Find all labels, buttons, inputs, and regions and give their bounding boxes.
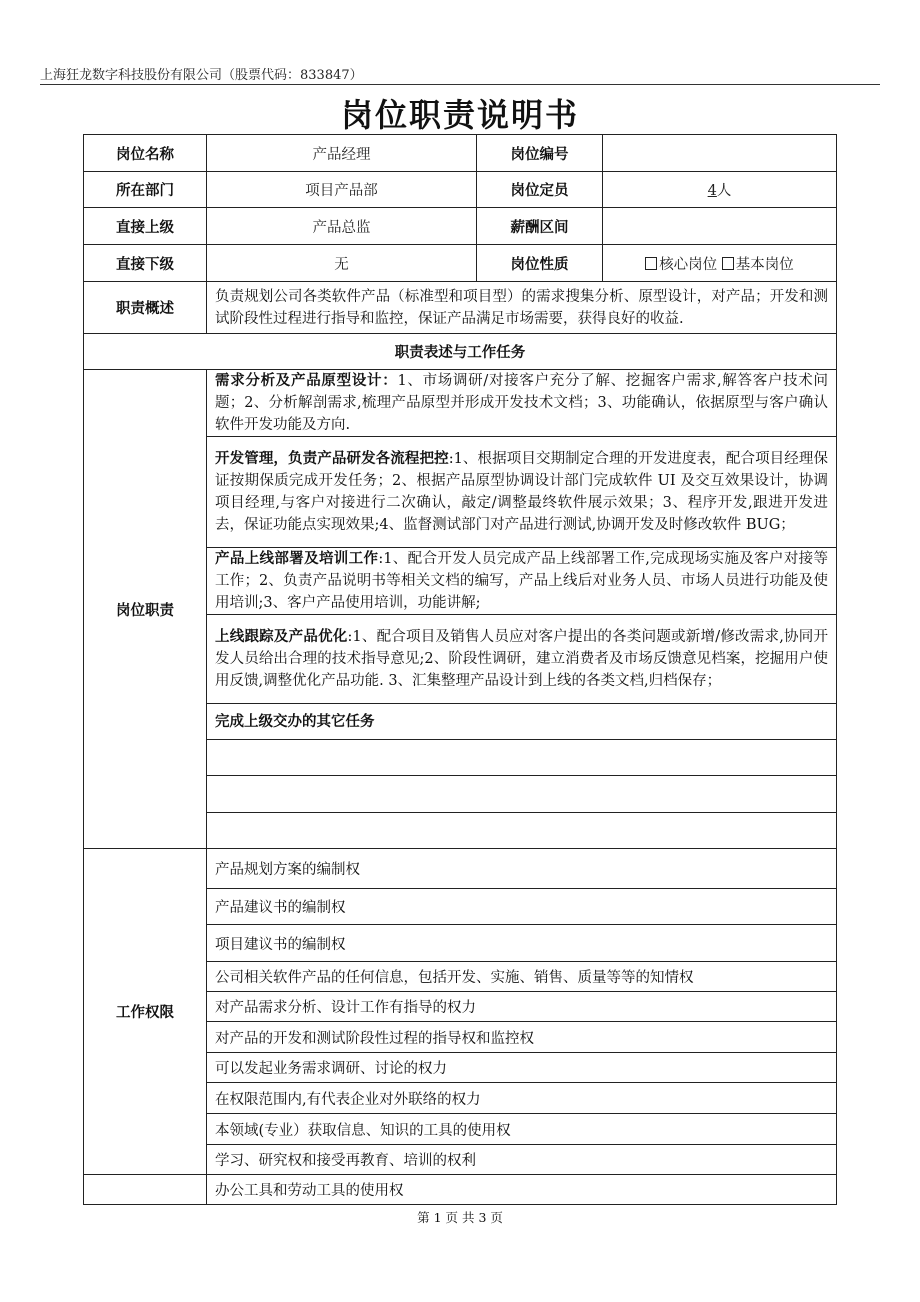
company-header: 上海狂龙数字科技股份有限公司（股票代码：833847）	[40, 68, 363, 83]
authority-item: 学习、研究权和接受再教育、培训的权利	[207, 1145, 837, 1175]
authority-item: 对产品的开发和测试阶段性过程的指导权和监控权	[207, 1022, 837, 1053]
core-position-option: 核心岗位	[659, 256, 718, 273]
authority-item: 可以发起业务需求调研、讨论的权力	[207, 1053, 837, 1083]
headcount-number: 4	[707, 183, 717, 199]
duty-title: 上线跟踪及产品优化	[215, 629, 348, 645]
blank-label-cell	[84, 1175, 207, 1205]
position-no-value	[603, 135, 837, 172]
authority-item: 办公工具和劳动工具的使用权	[207, 1175, 837, 1205]
duty-title: 完成上级交办的其它任务	[215, 713, 375, 730]
headcount-value	[603, 172, 837, 208]
duty-text: :1、配合开发人员完成产品上线部署工作,完成现场实施及客户对接等工作；2、负责产品说明书等相关文档的编写，产品上线后对业务人员、市场人员进行功能及使用培训;3、客户产品使用培训，功能讲解;	[215, 551, 829, 611]
salary-label: 薪酬区间	[477, 208, 603, 245]
job-description-table	[83, 134, 837, 1205]
core-position-checkbox[interactable]	[645, 257, 657, 270]
position-name-value: 产品经理	[207, 135, 477, 172]
authority-item: 产品建议书的编制权	[207, 889, 837, 925]
authority-item: 公司相关软件产品的任何信息，包括开发、实施、销售、质量等等的知情权	[207, 962, 837, 992]
superior-label: 直接上级	[84, 208, 207, 245]
page-title: 岗位职责说明书	[340, 96, 579, 134]
header-divider	[40, 84, 880, 85]
duty-item	[207, 615, 837, 704]
position-no-label: 岗位编号	[477, 135, 603, 172]
duty-text: 1、市场调研/对接客户充分了解、挖掘客户需求,解答客户技术问题；2、分析解剖需求,梳理产品原型并形成开发技术文档；3、功能确认，依据原型与客户确认软件开发功能及方向.	[215, 373, 829, 433]
duty-title: 产品上线部署及培训工作	[215, 551, 379, 567]
blank-row	[207, 776, 837, 813]
salary-value	[603, 208, 837, 245]
nature-options	[603, 245, 837, 282]
summary-text: 负责规划公司各类软件产品（标准型和项目型）的需求搜集分析、原型设计，对产品；开发和测试阶段性过程进行指导和监控，保证产品满足市场需要，获得良好的收益.	[207, 282, 837, 334]
duty-item	[207, 437, 837, 548]
duty-title: 开发管理，负责产品研发各流程把控	[215, 451, 449, 467]
page-footer: 第 1 页 共 3 页	[417, 1210, 503, 1225]
duty-item	[207, 370, 837, 437]
duty-item	[207, 704, 837, 740]
summary-label: 职责概述	[84, 282, 207, 334]
authority-item: 项目建议书的编制权	[207, 925, 837, 962]
duty-text: :1、根据项目交期制定合理的开发进度表，配合项目经理保证按期保质完成开发任务；2、根据产品原型协调设计部门完成软件 UI 及交互效果设计，协调项目经理,与客户对接进行二次确认，敲定/调整最终软件展示效果；3、程序开发,跟进开发进去，保证功能点实现效果;4、监督测试部门对产品进行测试,协调开发及时修改软件 BUG；	[215, 451, 829, 533]
position-name-label: 岗位名称	[84, 135, 207, 172]
superior-value: 产品总监	[207, 208, 477, 245]
headcount-unit: 人	[716, 183, 732, 199]
duties-label: 岗位职责	[84, 370, 207, 849]
blank-row	[207, 740, 837, 776]
department-label: 所在部门	[84, 172, 207, 208]
duty-title: 需求分析及产品原型设计：	[215, 373, 398, 389]
basic-position-checkbox[interactable]	[722, 257, 734, 270]
blank-row	[207, 813, 837, 849]
subordinate-value: 无	[207, 245, 477, 282]
duty-text: :1、配合项目及销售人员应对客户提出的各类问题或新增/修改需求,协同开发人员给出合理的技术指导意见;2、阶段性调研，建立消费者及市场反馈意见档案，挖掘用户使用反馈,调整优化产品功能. 3、汇集整理产品设计到上线的各类文档,归档保存；	[215, 629, 828, 689]
department-value: 项目产品部	[207, 172, 477, 208]
authority-label: 工作权限	[84, 849, 207, 1175]
subordinate-label: 直接下级	[84, 245, 207, 282]
authority-item: 对产品需求分析、设计工作有指导的权力	[207, 992, 837, 1022]
authority-item: 本领域(专业）获取信息、知识的工具的使用权	[207, 1114, 837, 1145]
headcount-label: 岗位定员	[477, 172, 603, 208]
basic-position-option: 基本岗位	[735, 256, 794, 273]
section-title: 职责表述与工作任务	[84, 334, 837, 370]
duty-item	[207, 548, 837, 615]
authority-item: 产品规划方案的编制权	[207, 849, 837, 889]
authority-item: 在权限范围内,有代表企业对外联络的权力	[207, 1083, 837, 1114]
nature-label: 岗位性质	[477, 245, 603, 282]
